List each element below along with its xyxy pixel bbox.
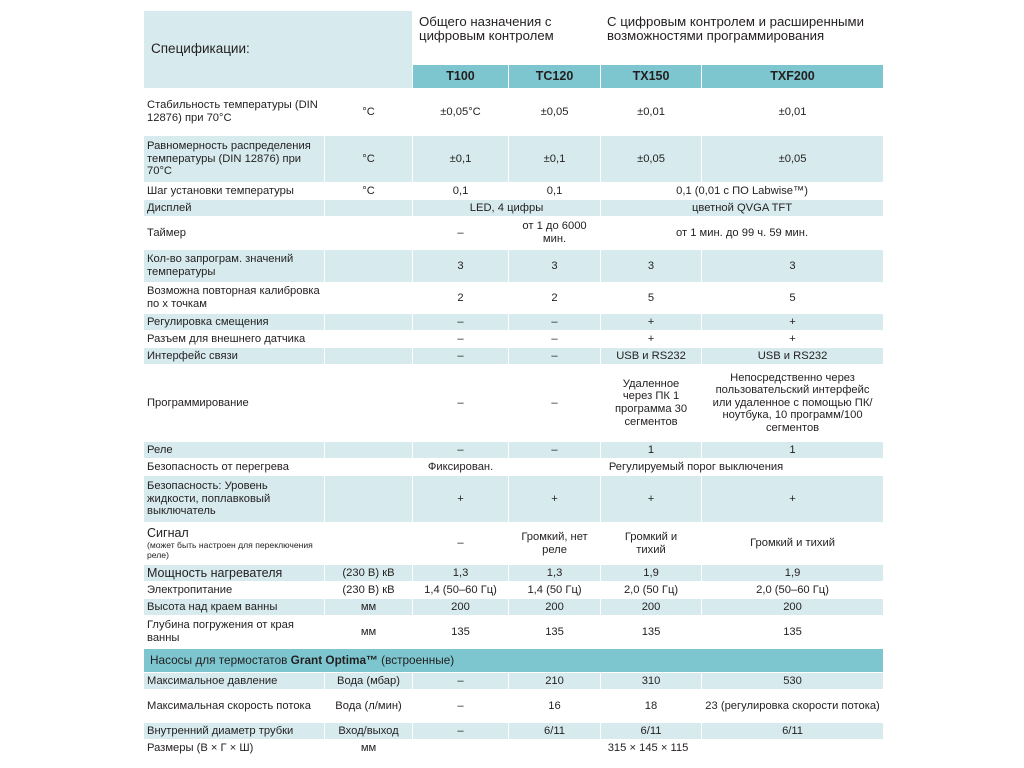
table-row <box>144 250 884 283</box>
row-label: Стабильность температуры (DIN 12876) при 70°C <box>144 89 325 136</box>
cell-t100: ±0,05°C <box>413 89 509 136</box>
cell-t100: 200 <box>413 599 509 616</box>
cell-tc120: 1,4 (50 Гц) <box>509 582 601 599</box>
cell-txf200: 23 (регулировка скорости потока) <box>702 690 884 723</box>
row-label: Максимальная скорость потока <box>144 690 325 723</box>
cell-tx150: 1,9 <box>601 565 702 582</box>
row-unit: Вода (л/мин) <box>325 690 413 723</box>
cell-t100: – <box>413 365 509 442</box>
row-unit <box>325 250 413 283</box>
cell-advanced: цветной QVGA TFT <box>601 200 884 217</box>
cell-t100: – <box>413 523 509 565</box>
cell-all-models: 315 × 145 × 115 <box>413 740 884 757</box>
table-row <box>144 740 884 757</box>
table-row <box>144 442 884 459</box>
cell-t100: – <box>413 442 509 459</box>
table-row <box>144 365 884 442</box>
cell-t100: – <box>413 217 509 250</box>
cell-tc120: – <box>509 314 601 331</box>
cell-txf200: ±0,05 <box>702 136 884 183</box>
row-unit: (230 В) кВ <box>325 582 413 599</box>
cell-tc120: 2 <box>509 283 601 314</box>
cell-txf200: ±0,01 <box>702 89 884 136</box>
cell-tc120: + <box>509 476 601 523</box>
cell-t100: – <box>413 331 509 348</box>
table-row <box>144 616 884 649</box>
row-unit: Вход/выход <box>325 723 413 740</box>
table-row <box>144 523 884 565</box>
cell-txf200: 3 <box>702 250 884 283</box>
row-label: Возможна повторная калибровка по х точкам <box>144 283 325 314</box>
cell-txf200: USB и RS232 <box>702 348 884 365</box>
group-advanced-header: С цифровым контролем и расширенными возможностями программирования <box>601 11 884 65</box>
row-label: Безопасность: Уровень жидкости, поплавковый выключатель <box>144 476 325 523</box>
table-row <box>144 136 884 183</box>
cell-t100: ±0,1 <box>413 136 509 183</box>
cell-t100: – <box>413 723 509 740</box>
row-unit <box>325 348 413 365</box>
cell-tx150: USB и RS232 <box>601 348 702 365</box>
cell-txf200: + <box>702 331 884 348</box>
row-label: Таймер <box>144 217 325 250</box>
row-unit <box>325 331 413 348</box>
specifications-table <box>143 10 884 757</box>
table-row <box>144 331 884 348</box>
cell-tc120: 16 <box>509 690 601 723</box>
table-row <box>144 599 884 616</box>
signal-label: Сигнал <box>147 526 189 541</box>
cell-tx150: 1 <box>601 442 702 459</box>
cell-tx150: Громкий и тихий <box>601 523 702 565</box>
table-row <box>144 217 884 250</box>
cell-advanced: от 1 мин. до 99 ч. 59 мин. <box>601 217 884 250</box>
cell-t100: – <box>413 690 509 723</box>
row-label: Интерфейс связи <box>144 348 325 365</box>
table-row <box>144 565 884 582</box>
row-label: Размеры (В × Г × Ш) <box>144 740 325 757</box>
model-tx150: TX150 <box>601 65 702 89</box>
pumps-title-prefix: Насосы для термостатов <box>150 653 291 668</box>
row-label: Разъем для внешнего датчика <box>144 331 325 348</box>
row-label <box>144 523 325 565</box>
cell-tx150: + <box>601 331 702 348</box>
model-txf200: TXF200 <box>702 65 884 89</box>
cell-t100: 2 <box>413 283 509 314</box>
cell-t100: 0,1 <box>413 183 509 200</box>
cell-txf200: 5 <box>702 283 884 314</box>
pumps-section-row <box>144 649 884 673</box>
row-unit <box>325 442 413 459</box>
model-t100: T100 <box>413 65 509 89</box>
row-unit <box>325 217 413 250</box>
cell-tc120: 6/11 <box>509 723 601 740</box>
table-row <box>144 89 884 136</box>
table-row <box>144 723 884 740</box>
cell-txf200: 200 <box>702 599 884 616</box>
pumps-section-title <box>144 649 884 673</box>
row-label: Высота над краем ванны <box>144 599 325 616</box>
table-row <box>144 459 884 476</box>
row-label: Глубина погружения от края ванны <box>144 616 325 649</box>
row-label: Программирование <box>144 365 325 442</box>
cell-advanced: 0,1 (0,01 с ПО Labwise™) <box>601 183 884 200</box>
cell-tc120: Громкий, нет реле <box>509 523 601 565</box>
cell-tc120: ±0,05 <box>509 89 601 136</box>
cell-rest: Регулируемый порог выключения <box>509 459 884 476</box>
cell-tx150: 310 <box>601 673 702 690</box>
cell-tx150: 200 <box>601 599 702 616</box>
cell-tc120: от 1 до 6000 мин. <box>509 217 601 250</box>
spec-title: Спецификации: <box>144 11 413 89</box>
table-row <box>144 582 884 599</box>
pumps-title-brand: Grant Optima™ <box>290 653 378 668</box>
cell-tc120: 210 <box>509 673 601 690</box>
header-groups-row <box>144 11 884 65</box>
cell-general: LED, 4 цифры <box>413 200 601 217</box>
row-unit: °C <box>325 136 413 183</box>
pumps-title-suffix: (встроенные) <box>377 653 455 668</box>
cell-txf200: 1 <box>702 442 884 459</box>
table-row <box>144 283 884 314</box>
cell-t100: 1,4 (50–60 Гц) <box>413 582 509 599</box>
row-label: Безопасность от перегрева <box>144 459 325 476</box>
cell-tc120: 1,3 <box>509 565 601 582</box>
row-label: Максимальное давление <box>144 673 325 690</box>
cell-t100: – <box>413 348 509 365</box>
cell-tx150: ±0,05 <box>601 136 702 183</box>
cell-txf200: 1,9 <box>702 565 884 582</box>
row-label: Шаг установки температуры <box>144 183 325 200</box>
row-label: Электропитание <box>144 582 325 599</box>
row-label: Внутренний диаметр трубки <box>144 723 325 740</box>
table-row <box>144 348 884 365</box>
cell-tc120: 0,1 <box>509 183 601 200</box>
cell-tx150: 135 <box>601 616 702 649</box>
row-unit: мм <box>325 616 413 649</box>
row-label: Регулировка смещения <box>144 314 325 331</box>
row-label: Равномерность распределения температуры (DIN 12876) при 70°C <box>144 136 325 183</box>
cell-txf200: Непосредственно через пользовательский интерфейс или удаленное с помощью ПК/ноутбука, 10 программ/100 сегментов <box>702 365 884 442</box>
row-unit <box>325 476 413 523</box>
cell-tx150: 5 <box>601 283 702 314</box>
row-unit <box>325 314 413 331</box>
row-unit <box>325 459 413 476</box>
cell-tx150: 6/11 <box>601 723 702 740</box>
cell-txf200: 530 <box>702 673 884 690</box>
cell-tx150: ±0,01 <box>601 89 702 136</box>
cell-txf200: 135 <box>702 616 884 649</box>
cell-tc120: – <box>509 348 601 365</box>
table-row <box>144 673 884 690</box>
cell-tc120: – <box>509 365 601 442</box>
cell-tx150: 3 <box>601 250 702 283</box>
table-row <box>144 690 884 723</box>
cell-tx150: 18 <box>601 690 702 723</box>
row-unit: (230 В) кВ <box>325 565 413 582</box>
cell-txf200: Громкий и тихий <box>702 523 884 565</box>
cell-tc120: – <box>509 331 601 348</box>
model-tc120: TC120 <box>509 65 601 89</box>
row-unit: °C <box>325 89 413 136</box>
cell-t100: – <box>413 673 509 690</box>
row-unit: мм <box>325 599 413 616</box>
cell-tx150: + <box>601 314 702 331</box>
cell-txf200: 6/11 <box>702 723 884 740</box>
row-label: Мощность нагревателя <box>144 565 325 582</box>
cell-tc120: – <box>509 442 601 459</box>
cell-t100: 135 <box>413 616 509 649</box>
row-unit <box>325 523 413 565</box>
row-unit <box>325 283 413 314</box>
cell-tc120: 3 <box>509 250 601 283</box>
cell-tx150: + <box>601 476 702 523</box>
group-general-header: Общего назначения с цифровым контролем <box>413 11 601 65</box>
cell-t100: Фиксирован. <box>413 459 509 476</box>
table-row <box>144 314 884 331</box>
row-label: Дисплей <box>144 200 325 217</box>
row-unit: мм <box>325 740 413 757</box>
cell-t100: – <box>413 314 509 331</box>
cell-txf200: + <box>702 314 884 331</box>
row-label: Кол-во запрограм. значений температуры <box>144 250 325 283</box>
cell-tc120: ±0,1 <box>509 136 601 183</box>
cell-tx150: Удаленное через ПК 1 программа 30 сегментов <box>601 365 702 442</box>
cell-txf200: + <box>702 476 884 523</box>
cell-t100: + <box>413 476 509 523</box>
row-unit: Вода (мбар) <box>325 673 413 690</box>
table-row <box>144 183 884 200</box>
signal-sublabel: (может быть настроен для переключения реле) <box>147 539 313 560</box>
row-unit: °C <box>325 183 413 200</box>
table-row <box>144 476 884 523</box>
row-unit <box>325 365 413 442</box>
cell-tc120: 135 <box>509 616 601 649</box>
row-label: Реле <box>144 442 325 459</box>
cell-txf200: 2,0 (50–60 Гц) <box>702 582 884 599</box>
cell-t100: 3 <box>413 250 509 283</box>
cell-t100: 1,3 <box>413 565 509 582</box>
table-row <box>144 200 884 217</box>
cell-tc120: 200 <box>509 599 601 616</box>
cell-tx150: 2,0 (50 Гц) <box>601 582 702 599</box>
row-unit <box>325 200 413 217</box>
